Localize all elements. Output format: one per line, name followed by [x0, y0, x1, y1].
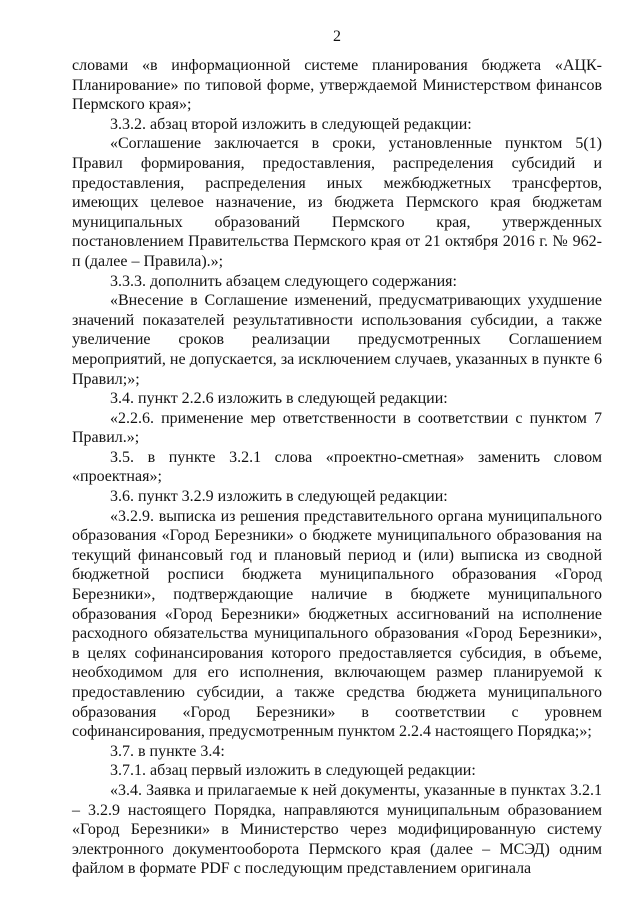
- paragraph-p6: 3.4. пункт 2.2.6 изложить в следующей редакции:: [110, 390, 448, 408]
- document-body: [72, 56, 602, 879]
- paragraph-p3: «Соглашение заключается в сроки, установленные пунктом 5(1) Правил формирования, предоставления, распределения субсидий и предоставления, распределения иных межбюджетных трансфертов, имеющих целевое назначение, из бюджета Пермского края бюджетам муниципальных образований Пермского края, утвержденных постановлением Правительства Пермского края от 21 октября 2016 г. № 962-п (далее – Правила).»;: [72, 135, 602, 270]
- paragraph-p11: 3.7. в пункте 3.4:: [110, 742, 225, 760]
- paragraph-p1: словами «в информационной системе планирования бюджета «АЦК-Планирование» по типовой форме, утверждаемой Министерством финансов Пермского края»;: [72, 57, 602, 114]
- paragraph-p4: 3.3.3. дополнить абзацем следующего содержания:: [110, 272, 457, 290]
- paragraph-p7: «2.2.6. применение мер ответственности в соответствии с пунктом 7 Правил.»;: [72, 409, 602, 447]
- paragraph-p5: «Внесение в Соглашение изменений, предусматривающих ухудшение значений показателей результативности использования субсидии, а также увеличение сроков реализации предусмотренных Соглашением мероприятий, не допускается, за исключением случаев, указанных в пункте 6 Правил;»;: [72, 292, 602, 388]
- paragraph-p10: «3.2.9. выписка из решения представительного органа муниципального образования «Город Березники» о бюджете муниципального образования на текущий финансовый год и плановый период и (или) выписка из сводной бюджетной росписи бюджета муниципального образования «Город Березники», подтверждающие наличие в бюджете муниципального образования «Город Березники» бюджетных ассигнований на исполнение расходного обязательства муниципального образования «Город Березники», в целях софинансирования которого предоставляется субсидия, в объеме, необходимом для его исполнения, включающем размер планируемой к предоставлению субсидии, а также средства бюджета муниципального образования «Город Березники» в соответствии с уровнем софинансирования, предусмотренным пунктом 2.2.4 настоящего Порядка;»;: [72, 507, 602, 741]
- paragraph-p8: 3.5. в пункте 3.2.1 слова «проектно-сметная» заменить словом «проектная»;: [72, 448, 602, 486]
- paragraph-p2: 3.3.2. абзац второй изложить в следующей редакции:: [110, 115, 472, 133]
- page-number: 2: [333, 28, 341, 45]
- paragraph-p9: 3.6. пункт 3.2.9 изложить в следующей редакции:: [110, 488, 448, 506]
- paragraph-p13: «3.4. Заявка и прилагаемые к ней документы, указанные в пунктах 3.2.1 – 3.2.9 настоящего Порядка, направляются муниципальным образованием «Город Березники» в Министерство через модифицированную систему электронного документооборота Пермского края (далее – МСЭД) одним файлом в формате PDF с последующим представлением оригинала: [72, 781, 602, 878]
- paragraph-p12: 3.7.1. абзац первый изложить в следующей редакции:: [110, 762, 476, 780]
